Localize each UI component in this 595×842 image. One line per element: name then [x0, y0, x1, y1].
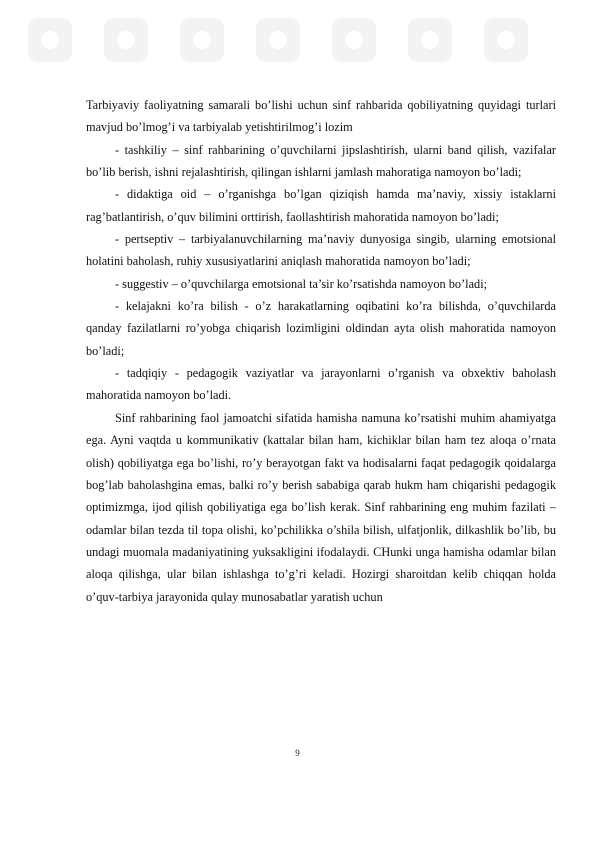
paragraph: - pertseptiv – tarbiyalanuvchilarning ma’naviy dunyosiga singib, ularning emotsional holatini baholash, ruhiy xususiyatlarini aniqlash mahoratida namoyon bo’ladi; [86, 232, 556, 269]
paragraph: Tarbiyaviy faoliyatning samarali bo’lishi uchun sinf rahbarida qobiliyatning quyidagi turlari mavjud bo’lmog’i va tarbiyalab yetishtirilmog’i lozim [86, 98, 556, 135]
paragraph: - kelajakni ko’ra bilish - o’z harakatlarning oqibatini ko’ra bilishda, o’quvchilarda qanday fazilatlarni ro’yobga chiqarish lozimligini oldindan ayta olish mahoratida namoyon bo’ladi; [86, 299, 556, 358]
page-number: 9 [295, 748, 300, 758]
paragraph: - didaktiga oid – o’rganishga bo’lgan qiziqish hamda ma’naviy, xissiy istaklarni rag’batlantirish, o’quv bilimini orttirish, faollashtirish mahoratida namoyon bo’ladi; [86, 187, 556, 224]
watermark-logo-pattern [0, 0, 595, 80]
paragraph: - suggestiv – o’quvchilarga emotsional ta’sir ko’rsatishda namoyon bo’ladi; [115, 276, 488, 291]
paragraph: - tadqiqiy - pedagogik vaziyatlar va jarayonlarni o’rganish va obxektiv baholash mahoratida namoyon bo’ladi. [86, 366, 556, 403]
paragraph: - tashkiliy – sinf rahbarining o’quvchilarni jipslashtirish, ularni band qilish, vazifalar bo’lib berish, ishni rejalashtirish, qilingan ishlarni jamlash mahoratiga namoyon bo’ladi; [86, 142, 556, 180]
paragraph: Sinf rahbarining faol jamoatchi sifatida hamisha namuna ko’rsatishi muhim ahamiyatga ega. Ayni vaqtda u kommunikativ (kattalar bilan ham, kichiklar bilan ham tez aloqa o’rnata olish) qobiliyatga ega bo’lishi, ro’y berayotgan fakt va hodisalarni faqat pedagogik qoidalarga bog’lab baholashgina emas, balki ro’y berish sababiga qarab hukm ham chiqarishi pedagogik optimizmga, ijod qilish qobiliyatiga ega bo’lish kerak. Sinf rahbarining eng muhim fazilati – odamlar bilan tezda til topa olishi, ko’pchilikka o’shila bilish, ulfatjonlik, dilkashlik bo’lib, bu undagi muomala madaniyatining yuksakligini ifodalaydi. CHunki unga hamisha odamlar bilan aloqa qilishga, ular bilan ishlashga to’g’ri keladi. Hozirgi sharoitdan kelib chiqqan holda o’quv-tarbiya jarayonida qulay munosabatlar yaratish uchun [86, 410, 556, 604]
document-body [86, 94, 556, 608]
